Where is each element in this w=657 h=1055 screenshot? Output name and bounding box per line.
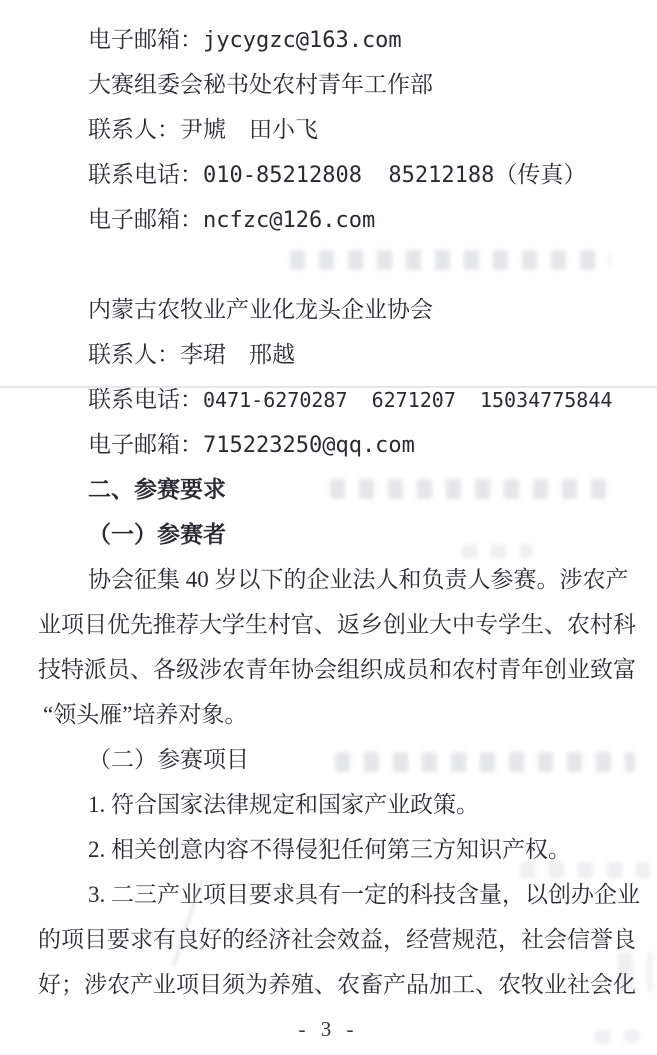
list-item: 2. 相关创意内容不得侵犯任何第三方知识产权。 [88,837,571,862]
contact-names: 尹虓 田小飞 [180,117,318,142]
email-address: jycygzc@163.com [203,28,402,53]
contact-phone-line [38,377,638,422]
section-heading: 二、参赛要求 [88,477,226,502]
list-item: 3. 二三产业项目要求具有一定的科技含量，以创办企业 [88,882,640,907]
department-line [38,62,638,107]
phone-label: 联系电话： [88,387,203,412]
blank-line [38,242,638,287]
contact-email-line [38,17,638,62]
paragraph-line: 技特派员、各级涉农青年协会组织成员和农村青年创业致富 [38,657,636,682]
fax-suffix: （传真） [494,162,587,187]
organization-line [38,287,638,332]
document-body [38,17,638,1007]
paragraph-line: 协会征集 40 岁以下的企业法人和负责人参赛。涉农产 [88,567,629,592]
contact-person-line [38,332,638,377]
email-label: 电子邮箱： [88,27,203,52]
email-label: 电子邮箱： [88,207,203,232]
contact-names: 李珺 邢越 [180,342,295,367]
email-address: 715223250@qq.com [203,433,415,458]
contact-label: 联系人： [88,117,180,142]
organization-name: 内蒙古农牧业产业化龙头企业协会 [88,297,433,322]
department-name: 大赛组委会秘书处农村青年工作部 [88,72,433,97]
contact-label: 联系人： [88,342,180,367]
phone-label: 联系电话： [88,162,203,187]
phone-numbers: 0471-6270287 6271207 15034775844 [203,388,613,412]
page-number: - 3 - [298,1017,359,1041]
paragraph-line: 好；涉农产业项目须为养殖、农畜产品加工、农牧业社会化 [38,972,636,997]
contact-person-line [38,107,638,152]
list-item: 1. 符合国家法律规定和国家产业政策。 [88,792,479,817]
contact-phone-line [38,152,638,197]
email-address: ncfzc@126.com [203,208,376,233]
contact-email-line [38,422,638,467]
subsection-heading-projects: （二）参赛项目 [88,747,249,772]
paragraph-line: 的项目要求有良好的经济社会效益，经营规范，社会信誉良 [38,927,636,952]
email-label: 电子邮箱： [88,432,203,457]
phone-numbers: 010-85212808 85212188 [203,163,495,188]
paragraph-line: “领头雁”培养对象。 [43,702,248,727]
paragraph-line: 业项目优先推荐大学生村官、返乡创业大中专学生、农村科 [38,612,636,637]
subsection-heading-participants: （一）参赛者 [88,522,226,547]
contact-email-line [38,197,638,242]
